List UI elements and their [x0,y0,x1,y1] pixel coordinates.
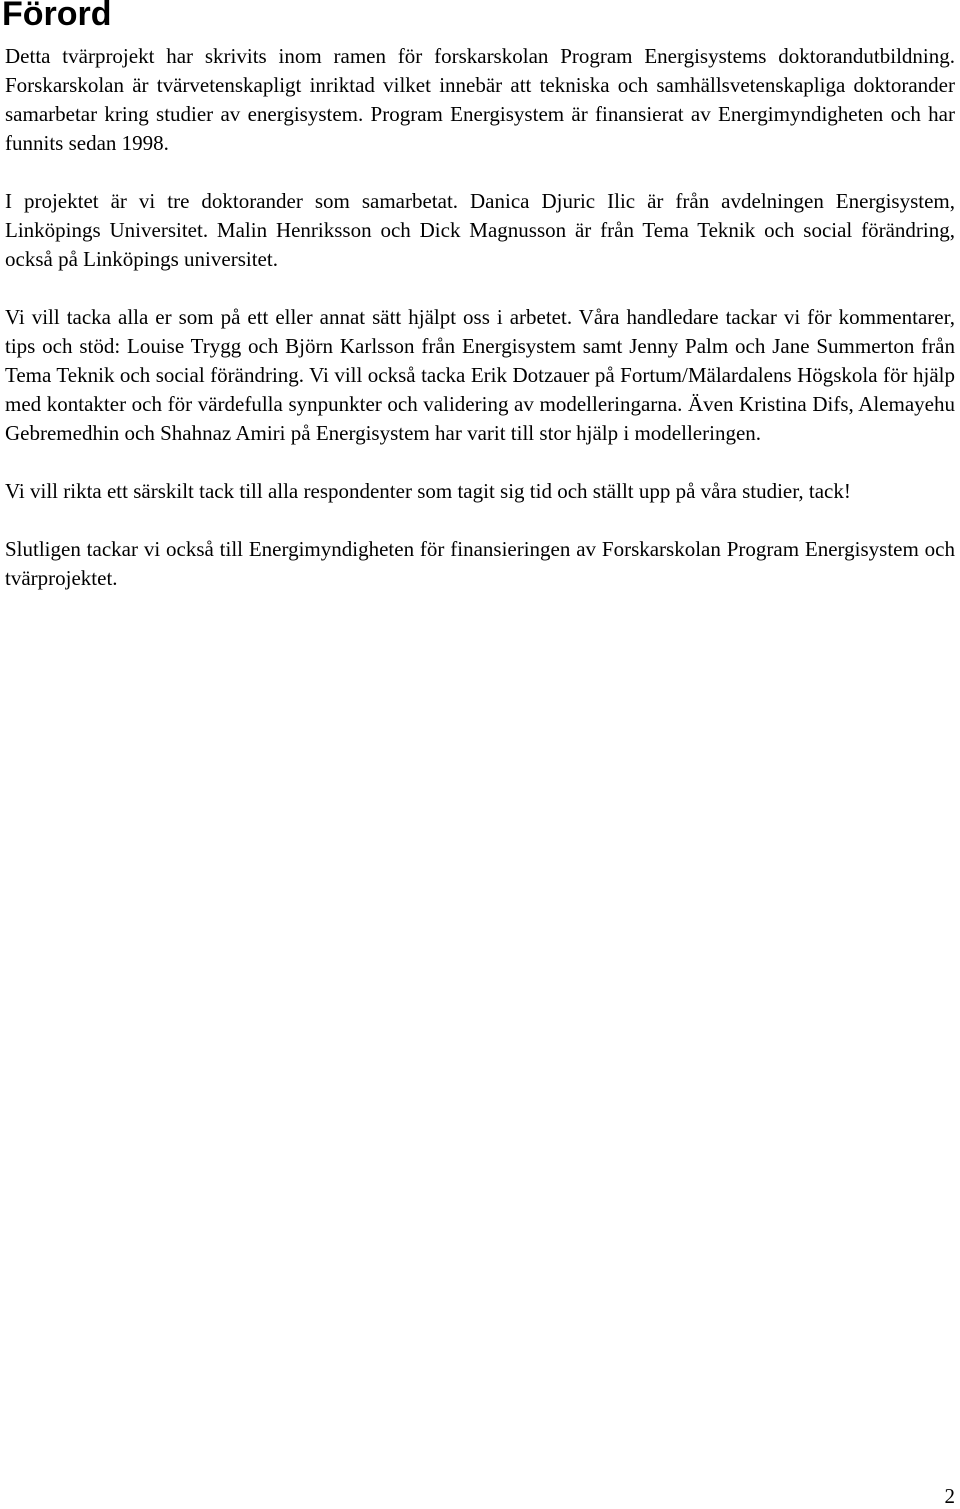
paragraph-respondents: Vi vill rikta ett särskilt tack till alla respondenter som tagit sig tid och ställt upp på våra studier, tack! [5,479,851,503]
paragraph-intro: Detta tvärprojekt har skrivits inom ramen för forskarskolan Program Energisystems doktorandutbildning. Forskarskolan är tvärvetenskapligt inriktad vilket innebär att tekniska och samhällsvetenskapliga doktorander samarbetar kring studier av energisystem. Program Energisystem är finansierat av Energimyndigheten och har funnits sedan 1998. [5,44,955,155]
body-text [5,42,955,593]
paragraph-funding: Slutligen tackar vi också till Energimyndigheten för finansieringen av Forskarskolan Program Energisystem och tvärprojektet. [5,537,955,590]
page-number: 2 [944,1484,955,1508]
page-title: Förord [2,0,112,33]
paragraph-acknowledgements: Vi vill tacka alla er som på ett eller annat sätt hjälpt oss i arbetet. Våra handledare tackar vi för kommentarer, tips och stöd: Louise Trygg och Björn Karlsson från Energisystem samt Jenny Palm och Jane Summerton från Tema Teknik och social förändring. Vi vill också tacka Erik Dotzauer på Fortum/Mälardalens Högskola för hjälp med kontakter och för värdefulla synpunkter och validering av modelleringarna. Även Kristina Difs, Alemayehu Gebremedhin och Shahnaz Amiri på Energisystem har varit till stor hjälp i modelleringen. [5,305,955,445]
paragraph-authors: I projektet är vi tre doktorander som samarbetat. Danica Djuric Ilic är från avdelningen Energisystem, Linköpings Universitet. Malin Henriksson och Dick Magnusson är från Tema Teknik och social förändring, också på Linköpings universitet. [5,189,955,271]
